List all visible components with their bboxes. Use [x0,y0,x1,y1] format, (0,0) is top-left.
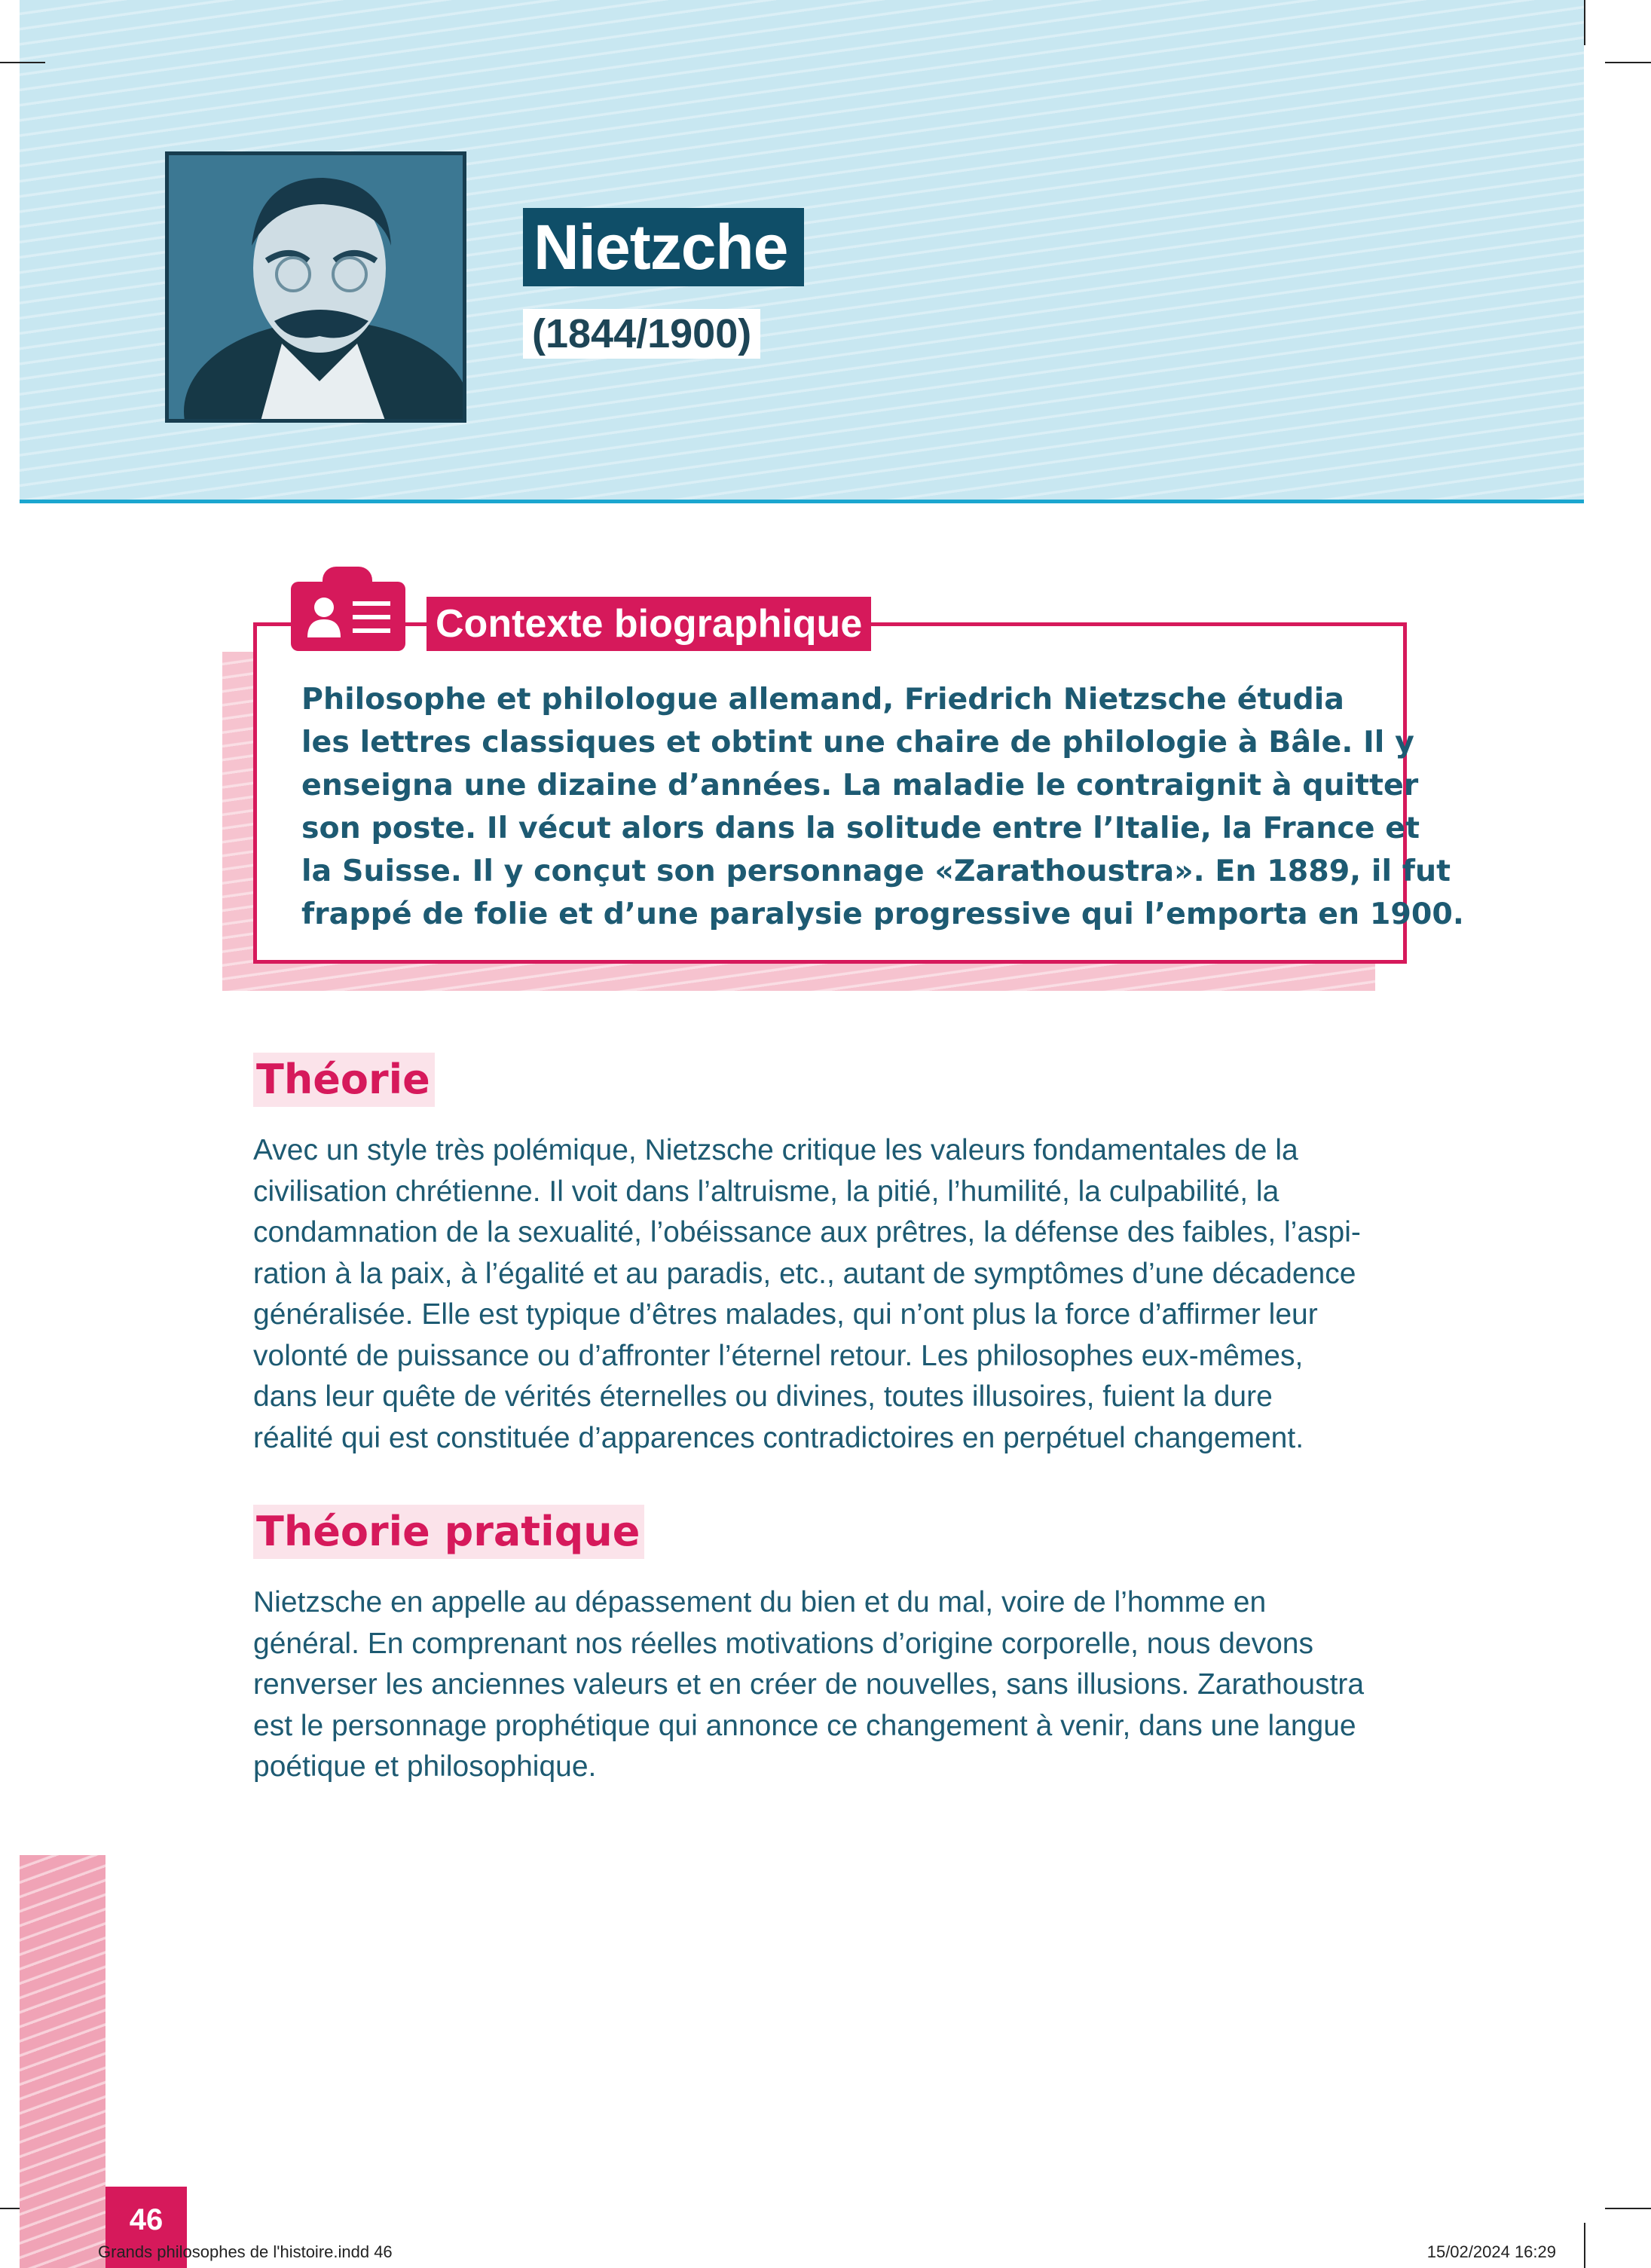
biography-line: son poste. Il vécut alors dans la solitude entre l’Italie, la France et [301,811,1420,845]
page-number: 46 [129,2203,164,2236]
practice-line: général. En comprenant nos réelles motivations d’origine corporelle, nous devons [253,1627,1313,1660]
crop-mark [1605,2208,1651,2209]
crop-mark [1605,62,1651,63]
crop-mark [1584,0,1585,45]
theory-line: volonté de puissance ou d’affronter l’éternel retour. Les philosophes eux-mêmes, [253,1339,1304,1372]
life-dates: (1844/1900) [523,309,760,359]
biography-label: Contexte biographique [427,597,871,651]
theory-line: réalité qui est constituée d’apparences contradictoires en perpétuel changement. [253,1421,1304,1454]
practice-line: poétique et philosophique. [253,1750,597,1783]
portrait-photo [165,151,466,423]
crop-mark [1584,2223,1585,2268]
biography-line: frappé de folie et d’une paralysie progressive qui l’emporta en 1900. [301,897,1464,931]
biography-line: la Suisse. Il y conçut son personnage «Zarathoustra». En 1889, il fut [301,854,1451,888]
biography-line: enseigna une dizaine d’années. La maladie le contraignit à quitter [301,768,1419,802]
biography-line: Philosophe et philologue allemand, Friedrich Nietzsche étudia [301,682,1344,717]
theory-line: Avec un style très polémique, Nietzsche critique les valeurs fondamentales de la [253,1134,1298,1166]
theory-line: condamnation de la sexualité, l’obéissance aux prêtres, la défense des faibles, l’aspi- [253,1216,1361,1249]
header-divider [20,500,1584,503]
biography-text [301,678,1464,936]
page-stripe [20,1855,105,2268]
theory-line: dans leur quête de vérités éternelles ou divines, toutes illusoires, fuient la dure [253,1380,1273,1413]
practice-line: renverser les anciennes valeurs et en créer de nouvelles, sans illusions. Zarathoustra [253,1668,1365,1701]
print-slug-file: Grands philosophes de l'histoire.indd 46 [98,2242,393,2261]
page-title: Nietzche [523,208,804,286]
theory-line: civilisation chrétienne. Il voit dans l’altruisme, la pitié, l’humilité, la culpabilité, la [253,1175,1280,1208]
biography-line: les lettres classiques et obtint une chaire de philologie à Bâle. Il y [301,725,1414,760]
practice-line: est le personnage prophétique qui annonce ce changement à venir, dans une langue [253,1709,1356,1742]
practice-heading: Théorie pratique [253,1505,644,1559]
crop-mark [0,62,45,63]
id-card-icon [291,582,405,651]
theory-line: ration à la paix, à l’égalité et au paradis, etc., autant de symptômes d’une décadence [253,1257,1356,1290]
print-slug-date: 15/02/2024 16:29 [1426,2242,1556,2261]
practice-body [253,1582,1414,1788]
theory-heading: Théorie [253,1053,435,1107]
practice-line: Nietzsche en appelle au dépassement du bien et du mal, voire de l’homme en [253,1586,1267,1618]
theory-line: généralisée. Elle est typique d’êtres malades, qui n’ont plus la force d’affirmer leur [253,1298,1318,1331]
theory-body [253,1130,1414,1459]
